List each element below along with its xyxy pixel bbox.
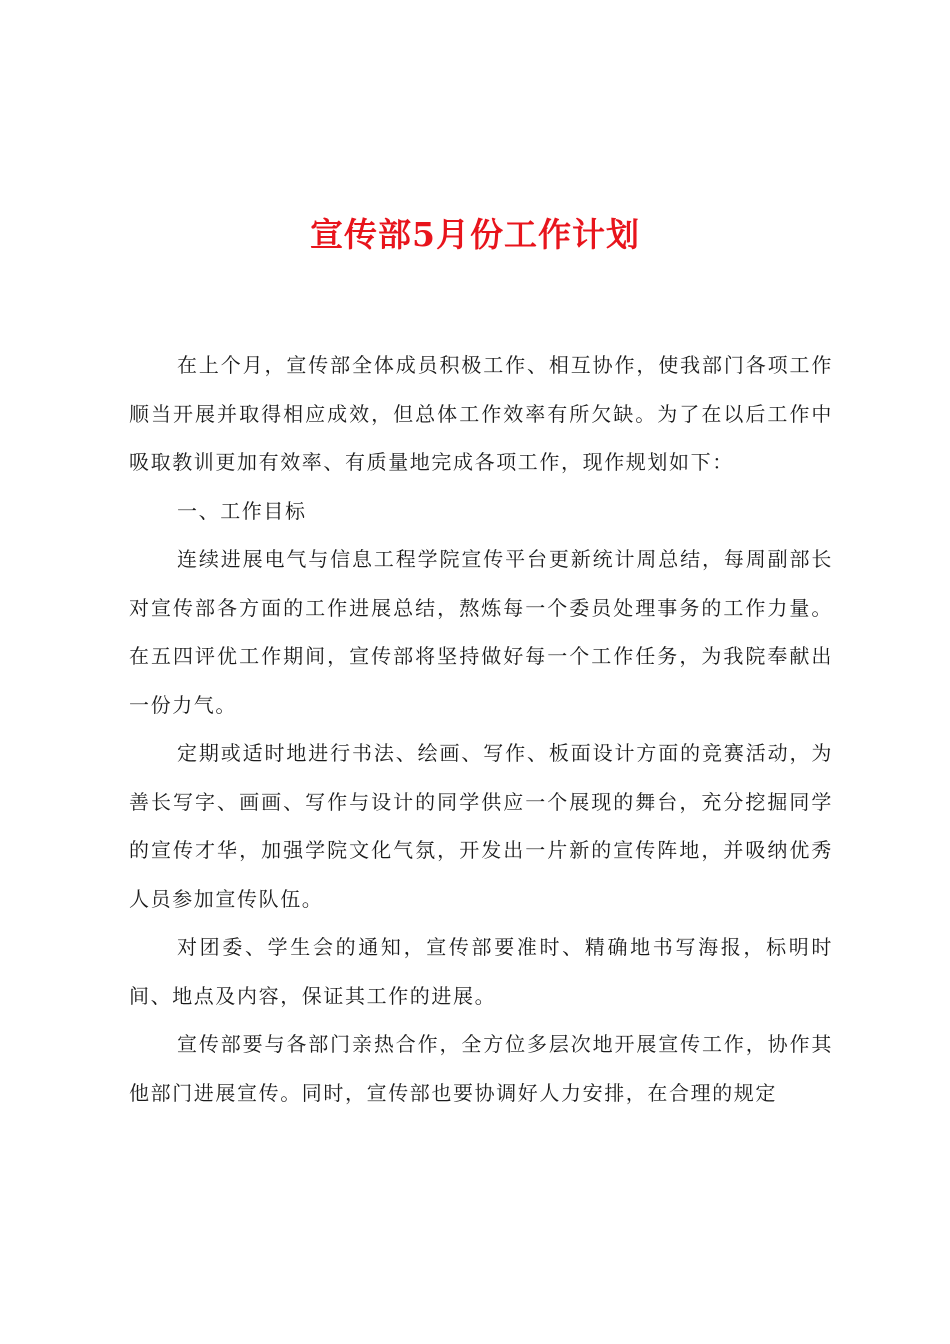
document-title: 宣传部5月份工作计划 xyxy=(310,215,640,254)
body-paragraph: 连续进展电气与信息工程学院宣传平台更新统计周总结，每周副部长对宣传部各方面的工作进展总结，熬炼每一个委员处理事务的工作力量。在五四评优工作期间，宣传部将坚持做好每一个工作任务，为我院奉献出一份力气。 xyxy=(129,547,833,717)
section-heading: 一、工作目标 xyxy=(177,498,307,523)
document-body xyxy=(129,341,833,1117)
body-paragraph: 对团委、学生会的通知，宣传部要准时、精确地书写海报，标明时间、地点及内容，保证其工作的进展。 xyxy=(129,935,833,1008)
intro-paragraph: 在上个月，宣传部全体成员积极工作、相互协作，使我部门各项工作顺当开展并取得相应成效，但总体工作效率有所欠缺。为了在以后工作中吸取教训更加有效率、有质量地完成各项工作，现作规划如下： xyxy=(129,353,833,474)
body-paragraph: 宣传部要与各部门亲热合作，全方位多层次地开展宣传工作，协作其他部门进展宣传。同时，宣传部也要协调好人力安排，在合理的规定 xyxy=(129,1032,833,1105)
body-paragraph: 定期或适时地进行书法、绘画、写作、板面设计方面的竞赛活动，为善长写字、画画、写作与设计的同学供应一个展现的舞台，充分挖掘同学的宣传才华，加强学院文化气氛，开发出一片新的宣传阵地，并吸纳优秀人员参加宣传队伍。 xyxy=(129,741,833,911)
